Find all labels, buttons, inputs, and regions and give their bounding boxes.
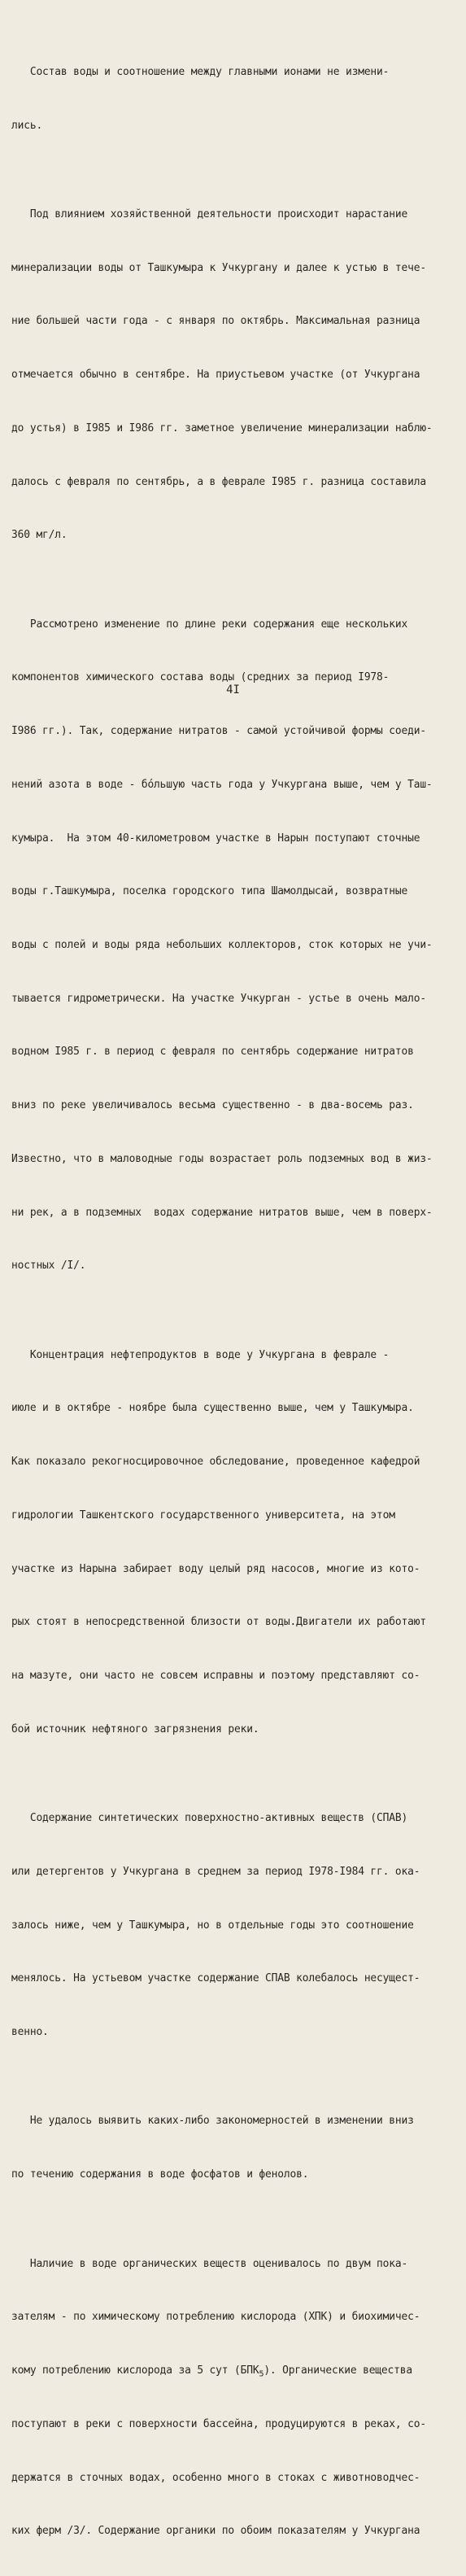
text-line: бой источник нефтяного загрязнения реки. <box>11 1722 259 1736</box>
text-line: ких ферм /3/. Содержание органики по обоим показателям у Учкургана <box>11 2525 420 2538</box>
text-line: зателям - по химическому потреблению кислорода (ХПК) и биохимичес- <box>11 2311 420 2324</box>
text-line: поступают в реки с поверхности бассейна, продуцируются в реках, со- <box>11 2417 426 2430</box>
text-fragment: кому потреблению кислорода за 5 сут (БПК <box>11 2364 259 2377</box>
text-line: далось с февраля по сентябрь, а в феврале I985 г. разница составила <box>11 475 426 488</box>
paragraph-4 <box>11 1311 446 1774</box>
paragraph-6 <box>11 2077 446 2220</box>
text-line: отмечается обычно в сентябре. На приустьевом участке (от Учкургана <box>11 369 420 382</box>
subscript: 5 <box>259 2369 264 2379</box>
text-line: июле и в октябре - ноябре была существенно выше, чем у Ташкумыра. <box>11 1402 414 1415</box>
text-line: или детергентов у Учкургана в среднем за период I978-I984 гг. ока- <box>11 1865 420 1878</box>
text-line: Рассмотрено изменение по длине реки содержания еще нескольких <box>11 618 408 631</box>
text-line: до устья) в I985 и I986 гг. заметное увеличение минерализации наблю- <box>11 421 433 434</box>
text-line: венно. <box>11 2025 49 2038</box>
text-line: воды г.Ташкумыра, поселка городского типа Шамолдысай, возвратные <box>11 885 408 898</box>
text-line: по течению содержания в воде фосфатов и фенолов. <box>11 2168 309 2181</box>
text-line: кумыра. На этом 40-километровом участке в Нарын поступают сточные <box>11 832 420 845</box>
text-line: залось ниже, чем у Ташкумыра, но в отдельные годы это соотношение <box>11 1919 414 1932</box>
text-line: участке из Нарына забирает воду целый ряд насосов, многие из кото- <box>11 1562 420 1575</box>
text-line: Не удалось выявить каких-либо закономерностей в изменении вниз <box>11 2115 414 2128</box>
text-line: воды с полей и воды ряда небольших коллекторов, сток которых не учи- <box>11 938 433 951</box>
text-line: рых стоят в непосредственной близости от воды.Двигатели их работают <box>11 1616 426 1629</box>
text-line: водном I985 г. в период с февраля по сентябрь содержание нитратов <box>11 1046 414 1059</box>
page-number: 4I <box>226 683 240 696</box>
text-line: на мазуте, они часто не совсем исправны и поэтому представляют со- <box>11 1669 420 1682</box>
text-line: Состав воды и соотношение между главными ионами не измени- <box>11 65 390 78</box>
text-line: Под влиянием хозяйственной деятельности происходит нарастание <box>11 208 408 221</box>
text-line: ни рек, а в подземных водах содержание нитратов выше, чем в поверх- <box>11 1206 433 1219</box>
text-line: держатся в сточных водах, особенно много в стоках с животноводчес- <box>11 2471 420 2484</box>
text-line: 360 мг/л. <box>11 529 68 542</box>
text-line: компонентов химического состава воды (средних за период I978- <box>11 671 390 684</box>
text-line: лись. <box>11 119 43 132</box>
text-line: вниз по реке увеличивалось весьма существенно - в два-восемь раз. <box>11 1099 414 1112</box>
paragraph-1 <box>11 28 446 170</box>
text-fragment: ). Органические вещества <box>263 2364 412 2377</box>
text-line: гидрологии Ташкентского государственного университета, на этом <box>11 1508 395 1522</box>
text-line: Известно, что в маловодные годы возрастает роль подземных вод в жиз- <box>11 1152 433 1165</box>
text-line: менялось. На устьевом участке содержание СПАВ колебалось несущест- <box>11 1972 420 1985</box>
text-line: Как показало рекогносцировочное обследование, проведенное кафедрой <box>11 1456 420 1469</box>
paragraph-2 <box>11 170 446 580</box>
paragraph-5 <box>11 1774 446 2076</box>
text-line: минерализации воды от Ташкумыра к Учкургану и далее к устью в тече- <box>11 261 426 274</box>
text-line: тывается гидрометрически. На участке Учкурган - устье в очень мало- <box>11 992 426 1005</box>
paragraph-7 <box>11 2220 446 2576</box>
text-line: Содержание синтетических поверхностно-активных веществ (СПАВ) <box>11 1812 408 1825</box>
text-line: I986 гг.). Так, содержание нитратов - самой устойчивой формы соеди- <box>11 725 426 738</box>
text-line: Концентрация нефтепродуктов в воде у Учкургана в феврале - <box>11 1348 390 1361</box>
text-line-with-subscript <box>11 2362 446 2380</box>
text-line: ностных /I/. <box>11 1260 86 1273</box>
text-line: Наличие в воде органических веществ оценивалось по двум пока- <box>11 2257 408 2270</box>
text-line: ние большей части года - с января по октябрь. Максимальная разница <box>11 315 420 328</box>
text-line: нений азота в воде - бóльшую часть года у Учкургана выше, чем у Таш- <box>11 778 433 791</box>
